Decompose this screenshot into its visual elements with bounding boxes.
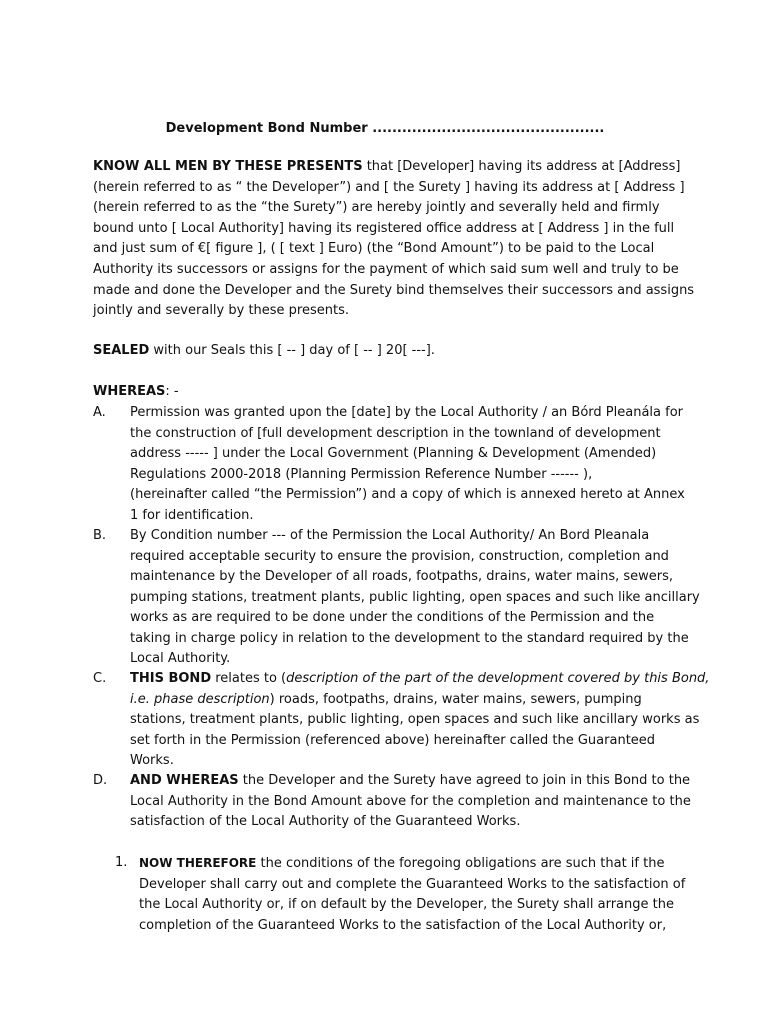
recital-line: works as are required to be done under the conditions of the Permission and the [130,610,655,625]
clause-lead: NOW THEREFORE [139,856,257,870]
preamble-paragraph [93,157,695,322]
whereas-text: : - [165,384,179,399]
recital-line: the construction of [full development description in the townland of development [130,425,661,441]
recital-line: Permission was granted upon the [date] by the Local Authority / an Bórd Pleanála for [130,405,684,420]
preamble-line: and just sum of €[ figure ], ( [ text ] Euro) (the “Bond Amount”) to be paid to the Local [93,241,655,257]
preamble-line [93,157,683,178]
recital-line: stations, treatment plants, public lighting, open spaces and such like ancillary works as [130,712,700,727]
sealed-line [93,341,683,362]
preamble-line: (herein referred to as “ the Developer”) and [ the Surety ] having its address at [ Address ] [93,179,685,195]
recital-line: Local Authority in the Bond Amount above for the completion and maintenance to the [130,793,691,809]
recital-marker: A. [93,405,106,420]
recital-fragment: relates to ( [211,671,287,686]
preamble-line: jointly and severally by these presents. [93,303,350,319]
recital-fragment: the Developer and the Surety have agreed to join in this Bond to the [238,773,691,788]
clause-text [139,853,686,936]
clause-line: completion of the Guaranteed Works to the satisfaction of the Local Authority or, [139,917,667,933]
recital-line: 1 for identification. [130,507,254,523]
recital-italic: i.e. phase description [130,691,270,707]
recital-lead: AND WHEREAS [130,773,239,788]
recital-marker: D. [93,773,108,788]
recital-line [130,669,710,690]
recital-line: Local Authority. [130,651,231,666]
recital-line: pumping stations, treatment plants, public lighting, open spaces and such like ancillary [130,589,700,605]
whereas-heading [93,382,683,403]
recital-text [130,403,685,526]
recital-line [130,690,678,711]
recital-line: By Condition number --- of the Permission the Local Authority/ An Bord Pleanala [130,528,650,543]
preamble-line: bound unto [ Local Authority] having its registered office address at [ Address ] in the full [93,220,675,236]
whereas-lead: WHEREAS [93,384,166,399]
preamble-line: (herein referred to as the “the Surety”) are hereby jointly and severally held and firmly [93,200,660,216]
recital-text [130,526,700,670]
recital-text [130,771,691,833]
preamble-line: made and done the Developer and the Surety bind themselves their successors and assigns [93,282,695,298]
preamble-lead: KNOW ALL MEN BY THESE PRESENTS [93,159,363,174]
recital-marker: B. [93,528,107,543]
recital-line: maintenance by the Developer of all roads, footpaths, drains, water mains, sewers, [130,569,674,584]
clause-line: the Local Authority or, if on default by the Developer, the Surety shall arrange the [139,897,674,913]
recital-line: (hereinafter called “the Permission”) and a copy of which is annexed hereto at Annex [130,487,685,502]
preamble-line-text: that [Developer] having its address at [Address] [362,159,681,174]
recital-line: address ----- ] under the Local Government (Planning & Development (Amended) [130,446,657,461]
clause-marker: 1. [115,855,128,870]
recital-line: set forth in the Permission (referenced above) hereinafter called the Guaranteed [130,732,656,748]
recital-lead: THIS BOND [130,671,212,686]
sealed-lead: SEALED [93,343,150,358]
sealed-text: with our Seals this [ -- ] day of [ -- ] 20[ ---]. [149,343,435,358]
preamble-line: Authority its successors or assigns for the payment of which said sum well and truly to be [93,261,679,277]
recital-line: required acceptable security to ensure the provision, construction, completion and [130,548,669,564]
recital-italic: description of the part of the development covered by this Bond, [286,671,710,686]
sealed-paragraph [93,341,683,362]
bond-title: Development Bond Number ............................................... [165,121,605,136]
recital-fragment: ) roads, footpaths, drains, water mains, sewers, pumping [269,691,642,707]
clause-line: Developer shall carry out and complete the Guaranteed Works to the satisfaction of [139,876,686,892]
recital-line: taking in charge policy in relation to the development to the standard required by the [130,630,689,646]
whereas-line [93,382,683,403]
recital-line [130,771,691,792]
recital-text [130,669,710,772]
recital-line: Regulations 2000-2018 (Planning Permission Reference Number ------ ), [130,466,593,482]
clause-fragment: the conditions of the foregoing obligations are such that if the [256,856,665,871]
clause-line [139,853,679,875]
recital-marker: C. [93,671,107,686]
recital-line: Works. [130,753,174,768]
recital-line: satisfaction of the Local Authority of the Guaranteed Works. [130,814,521,829]
